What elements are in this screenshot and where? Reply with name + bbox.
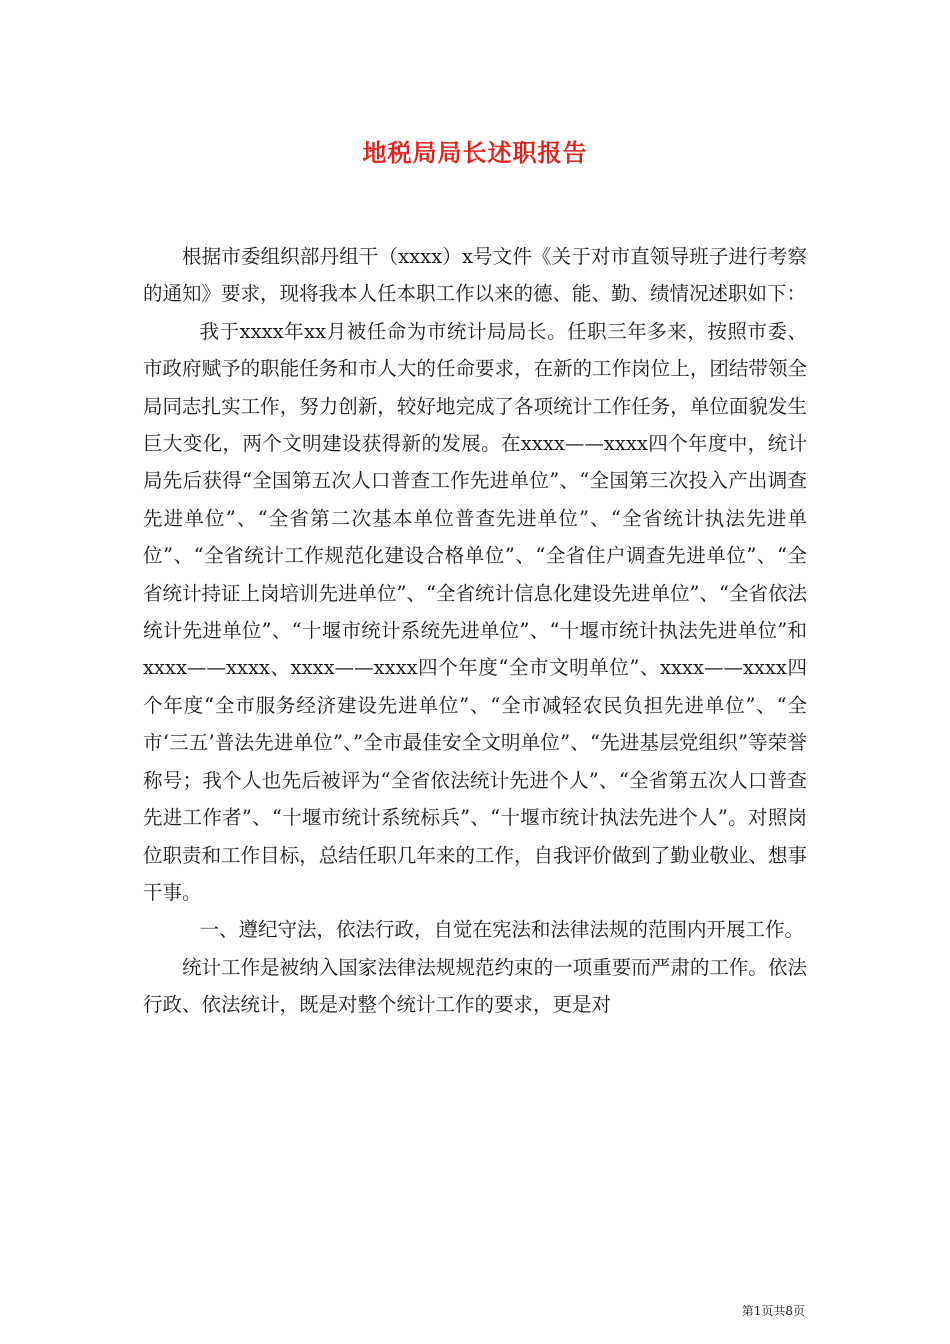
section-heading-1: 一、遵纪守法，依法行政，自觉在宪法和法律法规的范围内开展工作。 xyxy=(199,918,805,942)
paragraph-legal-work: 统计工作是被纳入国家法律法规规范约束的一项重要而严肃的工作。依法行政、依法统计，既是对整个统计工作的要求，更是对 xyxy=(143,955,807,1017)
paragraph-intro: 根据市委组织部丹组干（xxxx）x号文件《关于对市直领导班子进行考察的通知》要求，现将我本人任本职工作以来的德、能、勤、绩情况述职如下： xyxy=(143,245,807,306)
page-number: 第1页共8页 xyxy=(741,1304,805,1318)
document-title: 地税局局长述职报告 xyxy=(362,138,588,167)
paragraph-achievements: 我于xxxx年xx月被任命为市统计局局长。任职三年多来，按照市委、市政府赋予的职能任务和市人大的任命要求，在新的工作岗位上，团结带领全局同志扎实工作，努力创新，较好地完成了各项统计工作任务，单位面貌发生巨大变化，两个文明建设获得新的发展。在xxxx——xxxx四个年度中，统计局先后获得“全国第五次人口普查工作先进单位”、“全国第三次投入产出调查先进单位”、“全省第二次基本单位普查先进单位”、“全省统计执法先进单位”、“全省统计工作规范化建设合格单位”、“全省住户调查先进单位”、“全省统计持证上岗培训先进单位”、“全省统计信息化建设先进单位”、“全省依法统计先进单位”、“十堰市统计系统先进单位”、“十堰市统计执法先进单位”和xxxx——xxxx、xxxx——xxxx四个年度“全市文明单位”、xxxx——xxxx四个年度“全市服务经济建设先进单位”、“全市减轻农民负担先进单位”、“全市‘三五’普法先进单位”、”全市最佳安全文明单位”、“先进基层党组织”等荣誉称号；我个人也先后被评为“全省依法统计先进个人”、“全省第五次人口普查先进工作者”、“十堰市统计系统标兵”、“十堰市统计执法先进个人”。对照岗位职责和工作目标，总结任职几年来的工作，自我评价做到了勤业敬业、想事干事。 xyxy=(143,319,807,904)
document-body xyxy=(143,238,807,1024)
